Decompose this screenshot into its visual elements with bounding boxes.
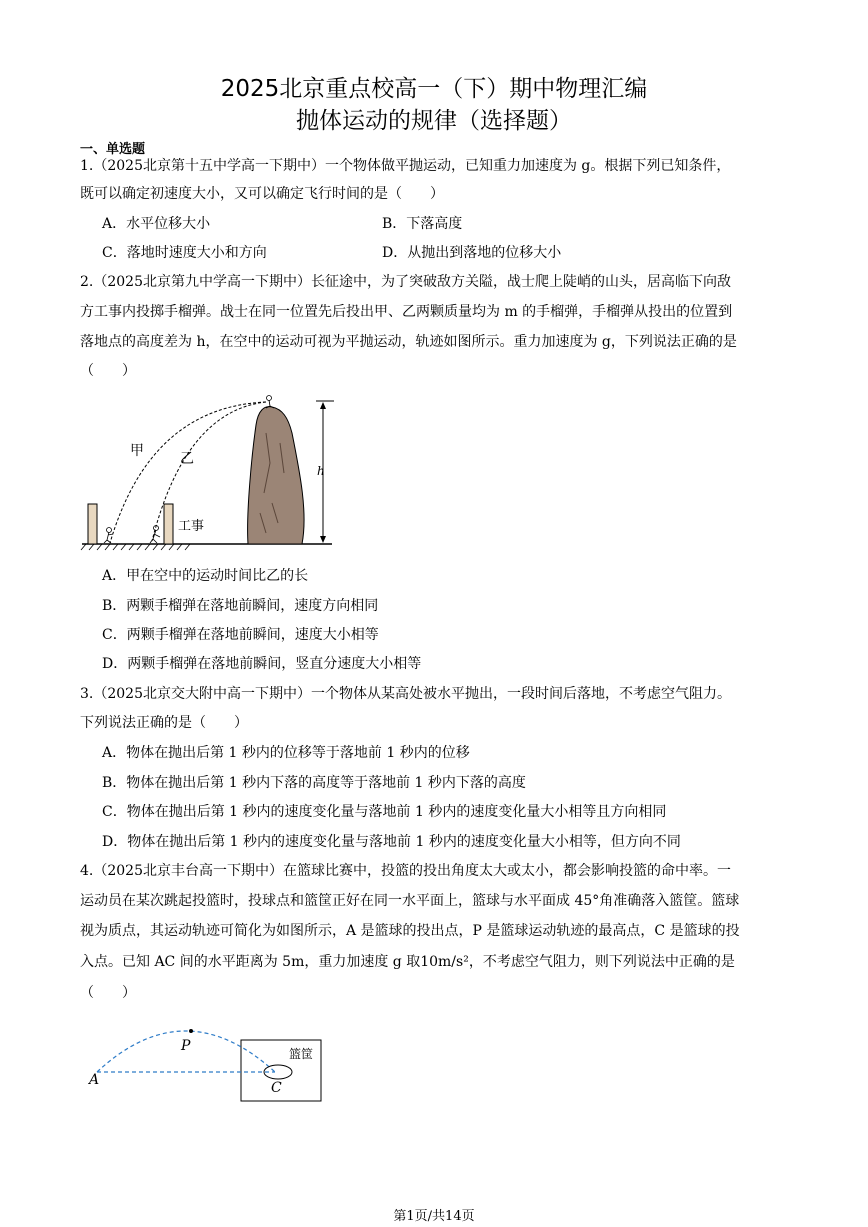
q1-stem-line1: 1.（2025北京第十五中学高一下期中）一个物体做平抛运动，已知重力加速度为 g。根据下列已知条件， bbox=[80, 158, 731, 174]
q2-option-c: C．两颗手榴弹在落地前瞬间，速度大小相等 bbox=[102, 627, 379, 643]
label-h: h bbox=[317, 464, 325, 478]
q1-option-b: B．下落高度 bbox=[382, 216, 463, 232]
q2-stem-line3: 落地点的高度差为 h，在空中的运动可视为平抛运动，轨迹如图所示。重力加速度为 g，下列说法正确的是 bbox=[80, 334, 737, 350]
q2-stem-line4: （ ） bbox=[80, 363, 136, 379]
label-yi: 乙 bbox=[180, 451, 194, 467]
q1-option-d: D．从抛出到落地的位移大小 bbox=[382, 245, 562, 261]
label-A: A bbox=[89, 1072, 100, 1088]
page-title: 2025北京重点校高一（下）期中物理汇编 bbox=[220, 76, 648, 102]
q2-stem-line1: 2.（2025北京第九中学高一下期中）长征途中，为了突破敌方关隘，战士爬上陡峭的山头，居高临下向敌 bbox=[80, 274, 731, 290]
q4-stem-line3: 视为质点，其运动轨迹可简化为如图所示，A 是篮球的投出点，P 是篮球运动轨迹的最高点，C 是篮球的投 bbox=[80, 923, 740, 939]
label-jia: 甲 bbox=[130, 443, 144, 459]
fortification-wall-left bbox=[88, 504, 97, 544]
q1-option-c: C．落地时速度大小和方向 bbox=[102, 245, 267, 261]
cliff bbox=[248, 407, 304, 544]
q4-figure bbox=[85, 1022, 325, 1104]
q4-stem-line2: 运动员在某次跳起投篮时，投球点和篮筐正好在同一水平面上，篮球与水平面成 45°角准确落入篮筐。篮球 bbox=[80, 893, 740, 909]
q2-option-d: D．两颗手榴弹在落地前瞬间，竖直分速度大小相等 bbox=[102, 656, 422, 672]
label-C: C bbox=[271, 1080, 282, 1096]
q3-option-b: B．物体在抛出后第 1 秒内下落的高度等于落地前 1 秒内下落的高度 bbox=[102, 775, 526, 791]
q3-option-a: A．物体在抛出后第 1 秒内的位移等于落地前 1 秒内的位移 bbox=[102, 745, 470, 761]
soldier-icon bbox=[266, 396, 274, 409]
q4-stem-line4: 入点。已知 AC 间的水平距离为 5m，重力加速度 g 取10m/s²，不考虑空气阻力，则下列说法中正确的是 bbox=[80, 954, 735, 970]
label-gongshi: 工事 bbox=[178, 519, 205, 534]
apex-point bbox=[189, 1029, 193, 1033]
fortification-wall-right bbox=[164, 504, 173, 544]
q2-option-b: B．两颗手榴弹在落地前瞬间，速度方向相同 bbox=[102, 598, 379, 614]
q2-option-a: A．甲在空中的运动时间比乙的长 bbox=[102, 568, 309, 584]
q4-stem-line5: （ ） bbox=[80, 985, 136, 1001]
label-P: P bbox=[181, 1038, 191, 1054]
q1-stem-line2: 既可以确定初速度大小，又可以确定飞行时间的是（ ） bbox=[80, 186, 444, 202]
q2-figure bbox=[80, 393, 340, 553]
q2-stem-line2: 方工事内投掷手榴弹。战士在同一位置先后投出甲、乙两颗质量均为 m 的手榴弹，手榴弹从投出的位置到 bbox=[80, 304, 733, 320]
q3-stem-line1: 3.（2025北京交大附中高一下期中）一个物体从某高处被水平抛出，一段时间后落地，不考虑空气阻力。 bbox=[80, 686, 731, 702]
q1-option-a: A．水平位移大小 bbox=[102, 216, 211, 232]
q3-option-c: C．物体在抛出后第 1 秒内的速度变化量与落地前 1 秒内的速度变化量大小相等且方向相同 bbox=[102, 804, 667, 820]
section-heading: 一、单选题 bbox=[80, 142, 146, 157]
label-lankuang: 篮筐 bbox=[289, 1047, 314, 1061]
q3-option-d: D．物体在抛出后第 1 秒内的速度变化量与落地前 1 秒内的速度变化量大小相等，但方向不同 bbox=[102, 834, 681, 850]
page-footer: 第1页/共14页 bbox=[393, 1209, 475, 1224]
page-subtitle: 抛体运动的规律（选择题） bbox=[296, 108, 572, 134]
q4-stem-line1: 4.（2025北京丰台高一下期中）在篮球比赛中，投篮的投出角度太大或太小，都会影响投篮的命中率。一 bbox=[80, 863, 731, 879]
q3-stem-line2: 下列说法正确的是（ ） bbox=[80, 715, 248, 731]
